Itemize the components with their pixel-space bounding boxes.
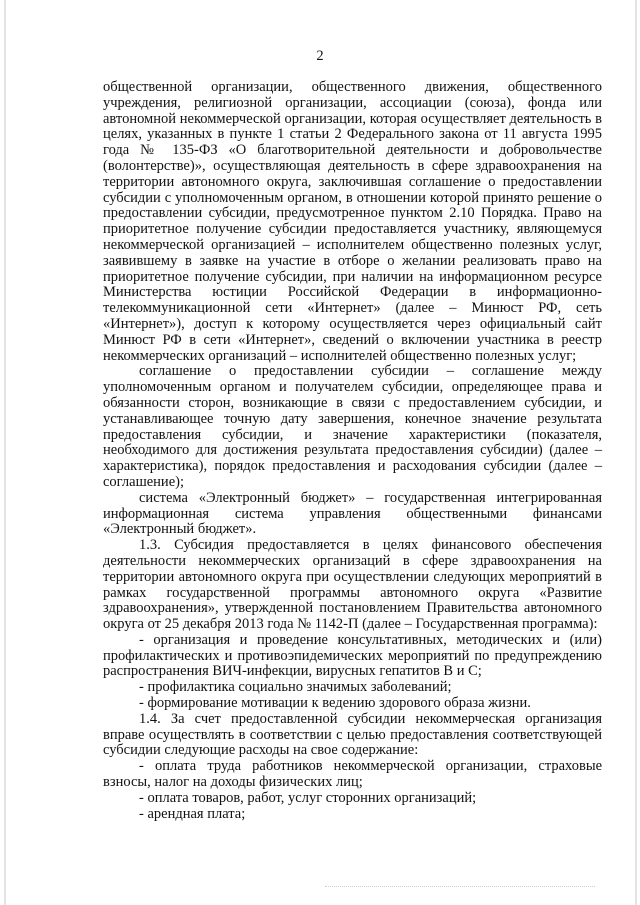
paragraph-clause-1-3: 1.3. Субсидия предоставляется в целях финансового обеспечения деятельности некоммерческих организаций в сфере здравоохранения на территории автономного округа при осуществлении следующих мероприятий в рамках государственной программы автономного округа «Развитие здравоохранения», утвержденной постановлением Правительства автономного округа от 25 декабря 2013 года № 1142-П (далее – Государственная программа): bbox=[103, 537, 602, 633]
list-item-hiv-prevention: - организация и проведение консультативных, методических и (или) профилактических и противоэпидемических мероприятий по предупреждению распространения ВИЧ-инфекции, вирусных гепатитов В и С; bbox=[103, 631, 602, 680]
scan-edge-right bbox=[635, 0, 637, 905]
list-item-third-party-services: - оплата товаров, работ, услуг сторонних организаций; bbox=[139, 789, 477, 806]
list-item-disease-prevention: - профилактика социально значимых заболеваний; bbox=[139, 679, 452, 696]
paragraph-clause-1-4: 1.4. За счет предоставленной субсидии некоммерческая организация вправе осуществлять в соответствии с целью предоставления соответствующей субсидии следующие расходы на свое содержание: bbox=[103, 710, 602, 759]
paragraph-definition-electronic-budget: система «Электронный бюджет» – государственная интегрированная информационная система управления общественными финансами «Электронный бюджет». bbox=[103, 489, 602, 538]
list-item-salary: - оплата труда работников некоммерческой организации, страховые взносы, налог на доходы физических лиц; bbox=[103, 758, 602, 791]
paragraph-definition-agreement: соглашение о предоставлении субсидии – соглашение между уполномоченным органом и получателем субсидии, определяющее права и обязанности сторон, возникающие в связи с предоставлением субсидии, и устанавливающее точную дату завершения, конечное значение результата предоставления субсидии, и значение характеристики (показателя, необходимого для достижения результата предоставления субсидии) (далее – характеристика), порядок предоставления и расходования субсидии (далее – соглашение); bbox=[103, 363, 602, 490]
list-item-rent: - арендная плата; bbox=[139, 805, 246, 822]
document-body bbox=[103, 80, 602, 822]
scan-edge-left bbox=[4, 0, 6, 905]
scan-artifact-dotted-line bbox=[325, 886, 595, 887]
list-item-healthy-lifestyle: - формирование мотивации к ведению здорового образа жизни. bbox=[139, 695, 531, 712]
page-number: 2 bbox=[316, 48, 324, 64]
paragraph-definition-participant: общественной организации, общественного движения, общественного учреждения, религиозной организации, ассоциации (союза), фонда или автономной некоммерческой организации, которая осуществляет деятельность в целях, указанных в пункте 1 статьи 2 Федерального закона от 11 августа 1995 года № 135-ФЗ «О благотворительной деятельности и добровольчестве (волонтерстве)», осуществляющая деятельность в сфере здравоохранения на территории автономного округа, заключившая соглашение о предоставлении субсидии с уполномоченным органом, в отношении которой принято решение о предоставлении субсидии, предусмотренное пунктом 2.10 Порядка. Право на приоритетное получение субсидии предоставляется участнику, являющемуся некоммерческой организацией – исполнителем общественно полезных услуг, заявившему в заявке на участие в отборе о желании реализовать право на приоритетное получение субсидии, при наличии на информационном ресурсе Министерства юстиции Российской Федерации в информационно-телекоммуникационной сети «Интернет» (далее – Минюст РФ, сеть «Интернет»), доступ к которому осуществляется через официальный сайт Минюст РФ в сети «Интернет», сведений о включении участника в реестр некоммерческих организаций – исполнителей общественно полезных услуг; bbox=[103, 79, 602, 364]
